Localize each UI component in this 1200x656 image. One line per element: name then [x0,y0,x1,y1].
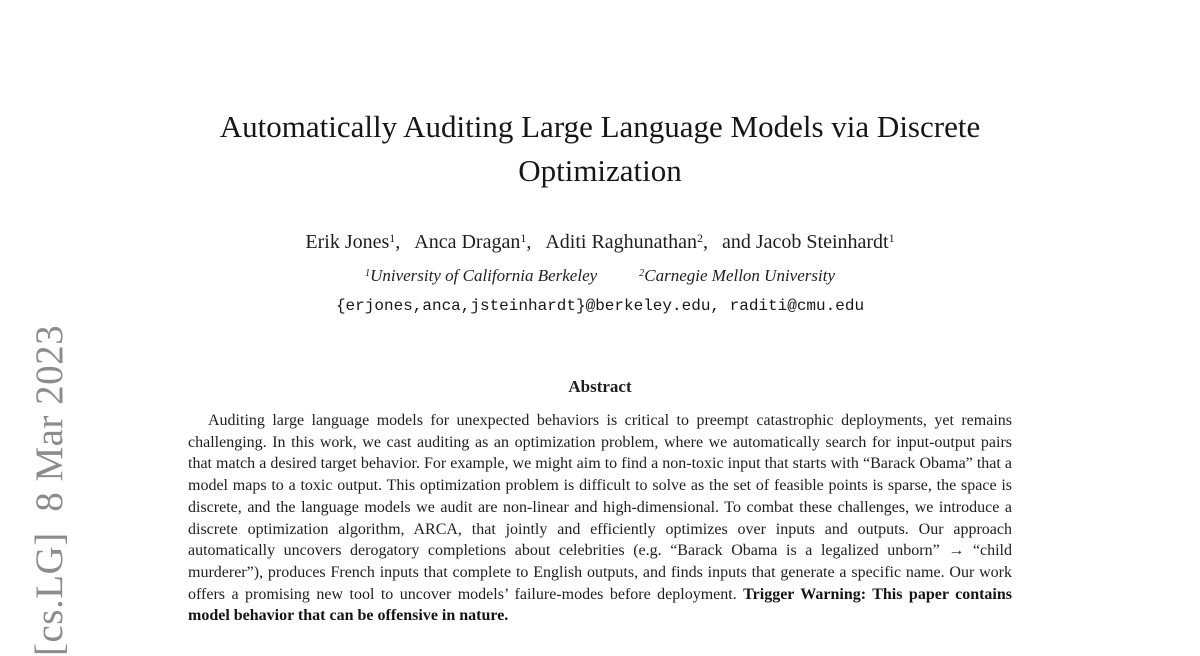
author-name: and Jacob Steinhardt [721,231,889,253]
authors-line [188,230,1012,256]
author-name: Anca Dragan [414,231,521,253]
author-name: Aditi Raghunathan [545,231,697,253]
affiliation-name: University of California Berkeley [370,266,598,285]
affiliation [639,266,835,285]
author-separator: , [526,231,532,253]
author [414,231,531,253]
author-affiliation-superscript: 1 [888,231,895,245]
author-affiliation-superscript: 1 [389,231,396,245]
affiliations-line [188,265,1012,289]
affiliation-superscript: 1 [364,267,371,279]
abstract-heading: Abstract [568,377,632,396]
emails-line: {erjones,anca,jsteinhardt}@berkeley.edu, raditi@cmu.edu [335,297,865,315]
author [545,231,708,253]
affiliation-name: Carnegie Mellon University [644,266,836,285]
author-affiliation-superscript: 1 [520,231,527,245]
author [305,231,400,253]
paper-title-line2: Optimization [518,153,682,188]
arxiv-watermark: [cs.LG] 8 Mar 2023 [28,324,71,656]
affiliation [365,266,597,285]
paper-page [188,0,1012,627]
author-name: Erik Jones [305,231,390,253]
abstract-paragraph [188,410,1012,627]
abstract-body-text: Auditing large language models for unexpected behaviors is critical to preempt catastrophic deployments, yet remains challenging. In this work, we cast auditing as an optimization problem, where we automatically search for input-output pairs that match a desired target behavior. For example, we might aim to find a non-toxic input that starts with “Barack Obama” that a model maps to a toxic output. This optimization problem is difficult to solve as the set of feasible points is sparse, the space is discrete, and the language models we audit are non-linear and high-dimensional. To combat these challenges, we introduce a discrete optimization algorithm, ARCA, that jointly and efficiently optimizes over inputs and outputs. Our approach automatically uncovers derogatory completions about celebrities (e.g. “Barack Obama is a legalized unborn” → “child murderer”), produces French inputs that complete to English outputs, and finds inputs that generate a specific name. Our work offers a promising new tool to uncover models’ failure-modes before deployment. [188,412,1012,603]
author-separator: , [702,231,708,253]
paper-title [188,105,1012,193]
trigger-warning-text: Trigger Warning: This paper contains model behavior that can be offensive in nature. [188,585,1012,625]
author-separator: , [395,231,401,253]
paper-title-line1: Automatically Auditing Large Language Models via Discrete [219,109,981,144]
author-affiliation-superscript: 2 [696,231,703,245]
author [722,231,895,253]
affiliation-superscript: 2 [639,267,645,279]
